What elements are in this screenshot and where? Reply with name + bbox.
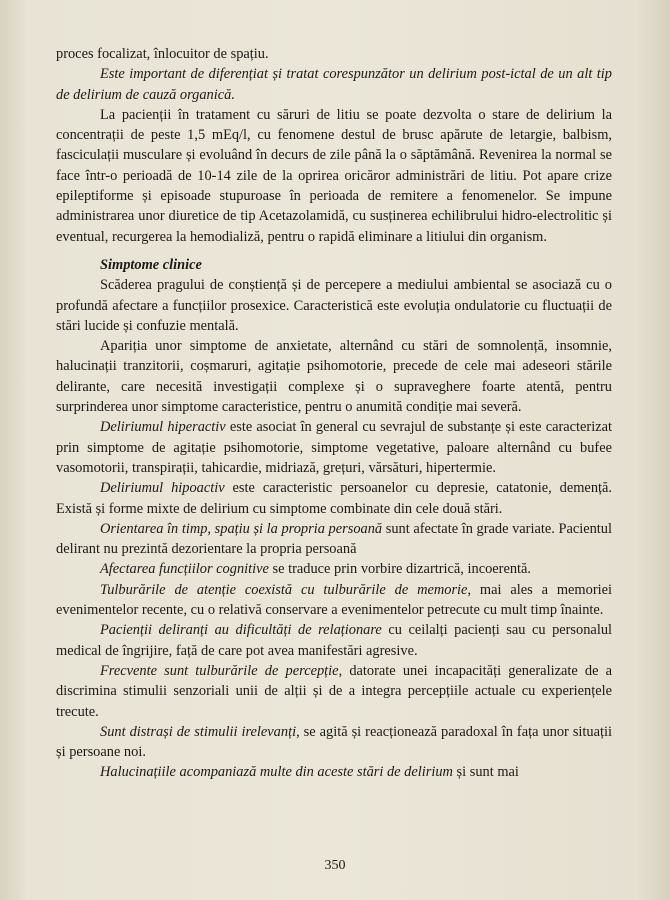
paragraph-body: este asociat în general cu sevrajul de substanțe și este caracterizat prin simptome de agitație psihomotorie, simptome vegetative, paloare alternând cu bufee vasomotorii, transpirații, tahicardie, midriază, grețuri, vărsături, hipertermie. (56, 419, 612, 476)
paragraph-body: cu ceilalți pacienți sau cu personalul medical de îngrijire, față de care pot avea manifestări agresive. (56, 622, 613, 659)
paragraph (56, 661, 612, 722)
paragraph-body: , datorate unei incapacități generalizate de a discrimina stimulii senzoriali unii de alții și de a integra percepțiile actuale cu experiențele trecute. (56, 662, 613, 720)
paragraph-body: se traduce prin vorbire dizartrică, incoerentă. (268, 561, 532, 578)
paragraph-body: și sunt mai (452, 764, 519, 781)
italic-term: Sunt distrași de stimulii irelevanți (100, 723, 297, 740)
paragraph-body: sunt afectate în grade variate. Pacientul delirant nu prezintă dezorientare la propria persoană (56, 520, 612, 558)
section-heading: Simptome clinice (100, 256, 202, 273)
italic-text: Este important de diferențiat și tratat corespunzător un delirium post-ictal de un alt tip de delirium de cauză organică. (56, 66, 612, 103)
page-number: 350 (324, 858, 346, 873)
paragraph (56, 722, 612, 763)
paragraph-lithium: La pacienții în tratament cu săruri de litiu se poate dezvolta o stare de delirium la concentrații de peste 1,5 mEq/l, cu fenomene destul de brusc apărute de letargie, balbism, fasciculații musculare și evoluând în decurs de zile până la o săptămână. Revenirea la normal se face într-o perioadă de 10-14 zile de la oprirea oricăror administrări de litiu. Pot apare crize epileptiforme și episoade stupuroase în perioada de remitere a fenomenelor. Se impune administrarea unor diuretice de tip Acetazolamidă, cu susținerea echilibrului hidro-electrolitic și eventual, recurgerea la hemodializă, pentru o rapidă eliminare a litiului din organism. (56, 106, 612, 245)
paragraph (56, 762, 612, 782)
italic-term: Tulburările de atenție coexistă cu tulburările de memorie (100, 581, 468, 598)
italic-term: Orientarea în timp, spațiu și la propria persoană (100, 520, 383, 537)
page-text (56, 44, 612, 783)
paragraph-body: , se agită și reacționează paradoxal în fața unor situații și persoane noi. (56, 723, 612, 761)
paragraph: Scăderea pragului de conștiență și de percepere a mediului ambiental se asociază cu o profundă afectare a funcțiilor prosexice. Caracteristică este evoluția ondulatorie cu fluctuații de stări lucide și confuzie mentală. (56, 277, 612, 334)
italic-term: Halucinațiile acompaniază multe din aceste stări de delirium (100, 764, 453, 781)
paragraph (56, 620, 612, 661)
italic-term: Frecvente sunt tulburările de percepție (100, 662, 339, 679)
paragraph-body: este caracteristic persoanelor cu depresie, catatonie, demență. Există și forme mixte de delirium cu simptome combinate din cele două stări. (56, 480, 612, 517)
italic-term: Pacienții deliranți au dificultăți de relaționare (100, 622, 382, 639)
paragraph (56, 478, 612, 519)
paragraph: Apariția unor simptome de anxietate, alternând cu stări de somnolență, insomnie, halucinații tranzitorii, coșmaruri, agitație psihomotorie, precede de cele mai adeseori stările delirante, care necesită investigații complexe și o supraveghere foarte atentă, pentru surprinderea unor simptome caracteristice, pentru o anumită condiție mai severă. (56, 338, 612, 416)
italic-term: Deliriumul hipoactiv (100, 480, 225, 497)
paragraph (56, 559, 612, 579)
paragraph-emphasis (56, 64, 612, 105)
paragraph (56, 519, 612, 560)
paragraph (56, 580, 612, 621)
paragraph-body: , mai ales a memoriei evenimentelor recente, cu o relativă conservare a evenimentelor petrecute cu mult timp înainte. (56, 581, 612, 619)
italic-term: Deliriumul hiperactiv (100, 419, 226, 436)
italic-term: Afectarea funcțiilor cognitive (100, 561, 269, 578)
paragraph (56, 417, 612, 478)
paragraph: proces focalizat, înlocuitor de spațiu. (56, 46, 269, 62)
